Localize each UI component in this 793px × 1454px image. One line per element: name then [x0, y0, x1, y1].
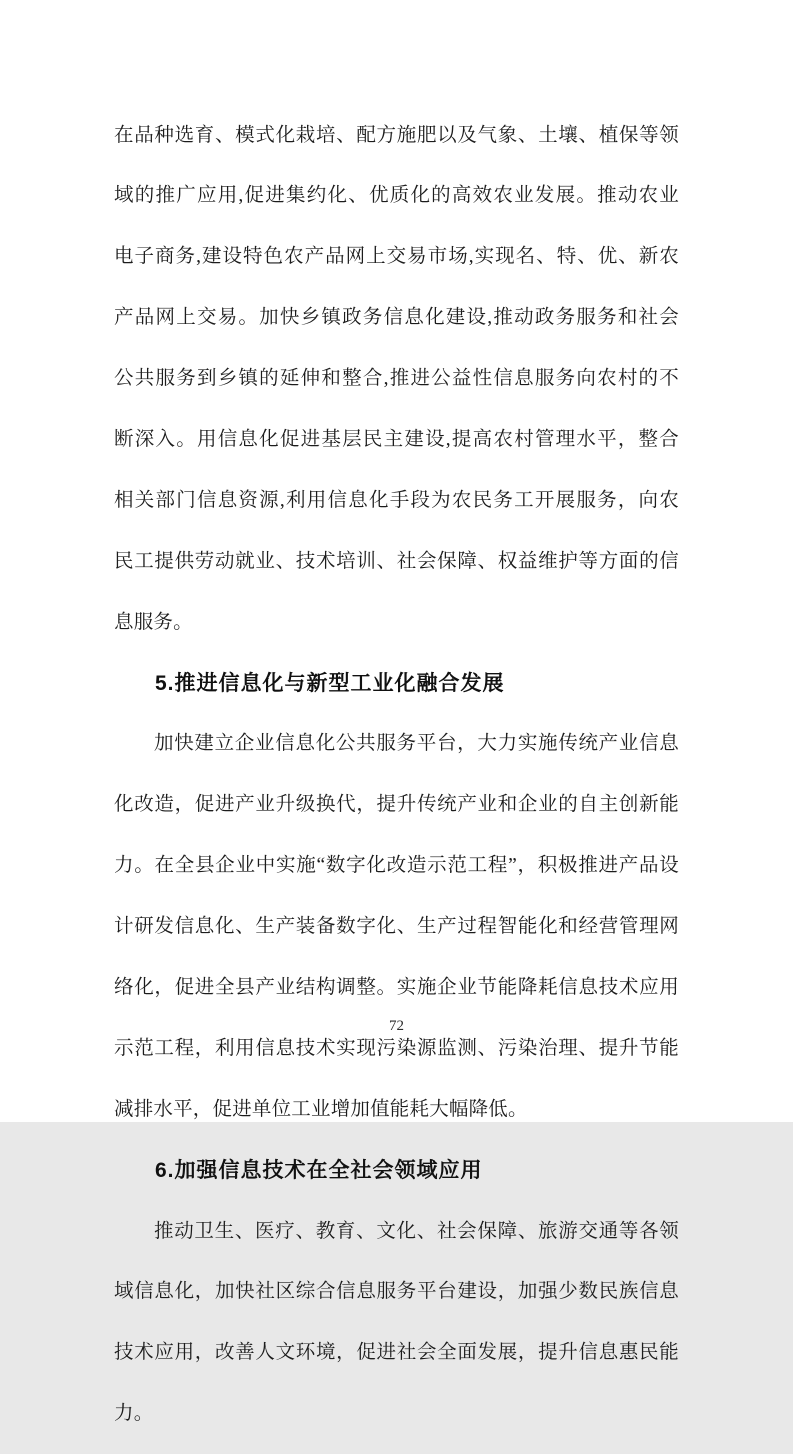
para-society-line: 力。 — [114, 1403, 154, 1425]
para-agriculture-line: 断深入。用信息化促进基层民主建设,提高农村管理水平，整合 — [114, 428, 679, 450]
para-society-line: 技术应用，改善人文环境，促进社会全面发展，提升信息惠民能 — [114, 1342, 679, 1364]
section-heading-6: 6.加强信息技术在全社会领域应用 — [155, 1158, 483, 1182]
para-agriculture-line: 域的推广应用,促进集约化、优质化的高效农业发展。推动农业 — [114, 185, 679, 207]
para-society-line: 推动卫生、医疗、教育、文化、社会保障、旅游交通等各领 — [154, 1220, 679, 1242]
page-number: 72 — [389, 1018, 404, 1034]
para-industry-line: 化改造，促进产业升级换代，提升传统产业和企业的自主创新能 — [114, 794, 679, 816]
para-agriculture-line: 息服务。 — [114, 611, 193, 633]
para-agriculture-line: 电子商务,建设特色农产品网上交易市场,实现名、特、优、新农 — [114, 246, 679, 268]
section-heading-5: 5.推进信息化与新型工业化融合发展 — [155, 671, 505, 695]
para-society-line: 域信息化，加快社区综合信息服务平台建设，加强少数民族信息 — [114, 1281, 679, 1303]
page-footer — [0, 1017, 793, 1035]
para-industry-line: 加快建立企业信息化公共服务平台，大力实施传统产业信息 — [154, 733, 679, 755]
para-agriculture-line: 产品网上交易。加快乡镇政务信息化建设,推动政务服务和社会 — [114, 307, 679, 329]
para-agriculture-line: 民工提供劳动就业、技术培训、社会保障、权益维护等方面的信 — [114, 550, 679, 572]
para-industry-line: 示范工程，利用信息技术实现污染源监测、污染治理、提升节能 — [114, 1037, 679, 1059]
para-agriculture-line: 公共服务到乡镇的延伸和整合,推进公益性信息服务向农村的不 — [114, 368, 679, 390]
para-industry-line: 计研发信息化、生产装备数字化、生产过程智能化和经营管理网 — [114, 916, 679, 938]
para-industry-line: 力。在全县企业中实施“数字化改造示范工程”，积极推进产品设 — [114, 855, 679, 877]
para-industry-line: 减排水平，促进单位工业增加值能耗大幅降低。 — [114, 1098, 528, 1120]
para-agriculture-line: 在品种选育、模式化栽培、配方施肥以及气象、土壤、植保等领 — [114, 124, 679, 146]
para-industry-line: 络化，促进全县产业结构调整。实施企业节能降耗信息技术应用 — [114, 976, 679, 998]
document-body — [114, 95, 679, 1454]
para-agriculture-line: 相关部门信息资源,利用信息化手段为农民务工开展服务，向农 — [114, 489, 679, 511]
